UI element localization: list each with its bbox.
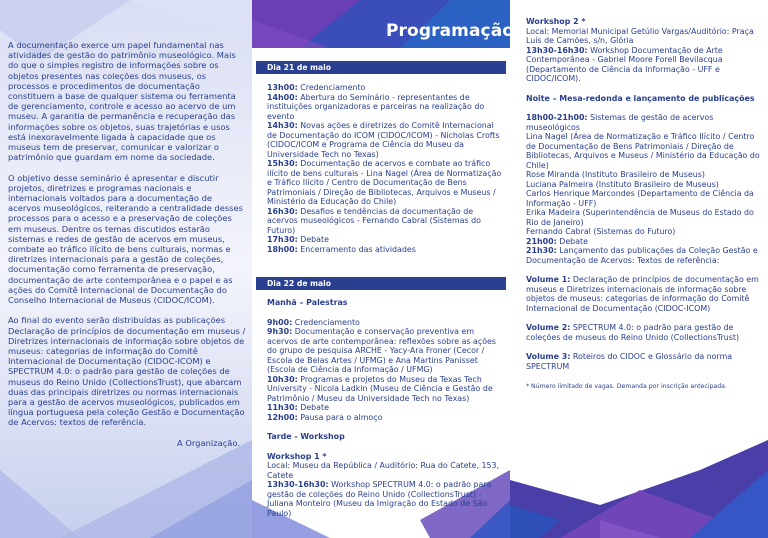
volume-3: Volume 3: Roteiros do CIDOC e Glossário da norma SPECTRUM [526,352,733,371]
volume-2: Volume 2: SPECTRUM 4.0: o padrão para gestão de coleções de museus do Reino Unido (CollectionsTrust) [526,323,740,342]
intro-paragraph-1: A documentação exerce um papel fundamental nas atividades de gestão do patrimônio museológico. Mais do que o simples registro de informações sobre os objetos presentes nas coleções dos museus, os processos e procedimentos de documentação constituem a base de qualquer sistema ou ferramenta de gerenciamento, controle e acesso ao acervo de um museu. A garantia de permanência e recuperação das informações sobre os objetos, suas trajetórias e usos está inexoravelmente ligada à capacidade que os museus tem de preservar, comunicar e valorizar o patrimônio que guardam em nome da sociedade. [8,40,236,163]
day-2-header: Dia 22 de maio [256,277,506,290]
night-session: 18h00-21h00: Sistemas de gestão de acervos museológicos [526,113,714,132]
workshop-1-title: Workshop 1 * [267,451,327,461]
signature: A Organização. [176,437,240,448]
volume-1: Volume 1: Declaração de princípios de documentação em museus e Diretrizes internacionais de informação sobre objetos de museus: categorias de informação do Comitê Internacional de Documentação (CIDOC-ICOM) [526,275,759,313]
day-2-schedule [267,298,503,518]
night-heading: Noite – Mesa-redonda e lançamento de publicações [526,93,755,103]
panelist: Rose Miranda (Instituto Brasileiro de Museus) [526,170,705,179]
program-title: Programação [386,21,515,41]
intro-paragraph-2: O objetivo desse seminário é apresentar e discutir projetos, diretrizes e programas nacionais e internacionais voltados para a documentação de acervos museológicos, reiterando a centralidade desses processos para o acesso e a preservação de coleções em museus. Dentre os temas discutidos estarão sistemas e redes de gestão de acervos em museus, combate ao tráfico ilícito de bens culturais, normas e diretrizes internacionais para a gestão de coleções, documentação como ferramenta de preservação, documentação de arte contemporânea e o papel e as ações do Comitê Internacional de Documentação do Conselho Internacional de Museus (CIDOC/ICOM). [8,172,243,306]
afternoon-heading: Tarde - Workshop [267,432,345,441]
schedule-item: 11h30: Debate [267,403,329,412]
morning-heading: Manhã – Palestras [267,298,348,307]
workshop-2-title: Workshop 2 * [526,17,586,26]
intro-paragraph-3: Ao final do evento serão distribuídas as publicações Declaração de princípios de documentação em museus / Diretrizes internacionais de informação sobre objetos de museus: categorias de informação do Comitê Internacional de Documentação (CIDOC-ICOM) e SPECTRUM 4.0: o padrão para gestão de coleções de museus do Reino Unido (CollectionsTrust), que abarcam duas das principais diretrizes ou normas internacionais para a gestão de acervos museológicos, publicados em língua portuguesa pela coleção Gestão e Documentação de Acervos: textos de referência. [8,315,246,428]
program-column [256,0,515,538]
schedule-item: 17h30: Debate [267,235,329,244]
day-1-schedule [267,83,503,254]
footnote: * Número limitado de vagas. Demanda por inscrição antecipada. [526,383,727,390]
debate-item: 21h00: Debate [526,236,588,246]
schedule-item: 15h30: Documentação de acervos e combate ao tráfico ilícito de bens culturais - Lina Nagel (Área de Normatização e Tráfico Ilícito / Centro de Documentação de Bens Patrimoniais / Direção de Bibliotecas, Arquivos e Museus / Ministério da Educação do Chile) [267,159,502,206]
workshop-2-location: Local: Memorial Municipal Getúlio Vargas/Auditório: Praça Luís de Camões, s/n, Glória [526,26,754,45]
workshop-1-location: Local: Museu da República / Auditório: Rua do Catete, 153, Catete [267,461,500,480]
workshop-1-item: 13h30-16h30: Workshop SPECTRUM 4.0: o padrão para gestão de coleções do Reino Unido (CollectionsTrust) - Juliana Monteiro (Museu da Imigração do Estado de São Paulo) [267,480,492,518]
day-1-header: Dia 21 de maio [256,61,506,74]
schedule-item: 16h30: Desafios e tendências da documentação de acervos museológicos - Fernando Cabral (Sistemas do Futuro) [267,206,481,235]
schedule-item: 9h00: Credenciamento [267,317,360,327]
panelist: Luciana Palmeira (Instituto Brasileiro de Museus) [526,179,719,189]
schedule-item: 18h00: Encerramento das atividades [267,244,416,254]
schedule-item: 12h00: Pausa para o almoço [267,412,383,422]
panelist: Carlos Henrique Marcondes (Departamento de Ciência da Informação - UFF) [526,189,754,208]
workshop-2-item: 13h30-16h30: Workshop Documentação de Arte Contemporânea - Gabriel Moore Forell Bevilacqua (Departamento de Ciência da Informação - UFF e CIDOC/ICOM). [526,45,723,83]
schedule-item: 13h00: Credenciamento [267,83,366,92]
schedule-item: 9h30: Documentação e conservação preventiva em acervos de arte contemporânea: reflexões sobre as ações do grupo de pesquisa ARCHE - Yacy-Ara Froner (Cecor / Escola de Belas Artes / UFMG) e Ana Martins Panisset (Escola de Ciência da Informação / UFMG) [267,327,497,374]
launch-item: 21h30: Lançamento das publicações da Coleção Gestão e Documentação de Acervos: Textos de referência: [526,246,758,265]
intro-text [8,40,246,448]
panelist: Erika Madeira (Superintendência de Museus do Estado do Rio de Janeiro) [526,208,754,227]
schedule-item: 10h30: Programas e projetos do Museu da Texas Tech University - Nicola Ladkin (Museu de Ciência e Gestão de Patrimônio / Museu da Universidade Tech no Texas) [267,374,493,403]
panelist: Lina Nagel (Área de Normatização e Tráfico Ilícito / Centro de Documentação de Bens Patrimoniais / Direção de Bibliotecas, Arquivos e Museus / Ministério da Educação do Chile) [526,132,760,170]
right-column [526,17,764,391]
panelist: Fernando Cabral (Sistemas do Futuro) [526,227,676,236]
schedule-item: 14h30: Novas ações e diretrizes do Comitê Internacional de Documentação do ICOM (CIDOC/ICOM) - Nicholas Crofts (CIDOC/ICOM e Programa de Ciência do Museu da Universidade Tech no Texas) [267,121,500,159]
schedule-item: 14h00: Abertura do Seminário - representantes de instituições organizadoras e parceiras na realização do evento [267,92,485,121]
